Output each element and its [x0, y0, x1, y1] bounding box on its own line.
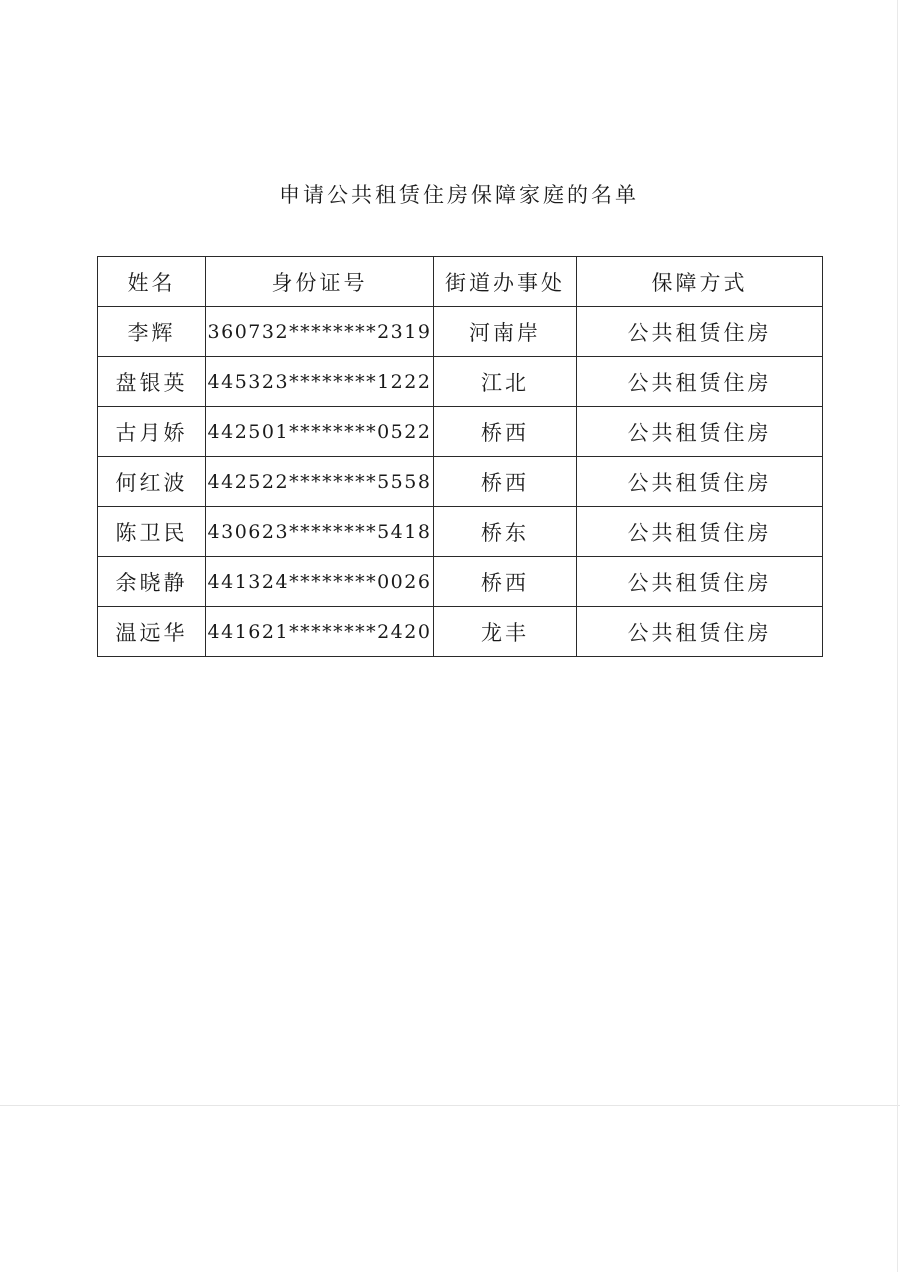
cell-guarantee-method: 公共租赁住房: [577, 407, 823, 457]
cell-name: 温远华: [98, 607, 206, 657]
cell-guarantee-method: 公共租赁住房: [577, 457, 823, 507]
cell-name: 李辉: [98, 307, 206, 357]
cell-street-office: 桥西: [434, 457, 577, 507]
cell-name: 陈卫民: [98, 507, 206, 557]
table-row: [98, 457, 823, 507]
cell-id-number: 442522********5558: [206, 457, 434, 507]
cell-guarantee-method: 公共租赁住房: [577, 607, 823, 657]
cell-id-number: 441621********2420: [206, 607, 434, 657]
cell-name: 古月娇: [98, 407, 206, 457]
cell-id-number: 442501********0522: [206, 407, 434, 457]
cell-street-office: 桥西: [434, 557, 577, 607]
cell-name: 余晓静: [98, 557, 206, 607]
table-row: [98, 407, 823, 457]
cell-id-number: 441324********0026: [206, 557, 434, 607]
scan-edge-line: [0, 1105, 900, 1106]
cell-name: 何红波: [98, 457, 206, 507]
cell-guarantee-method: 公共租赁住房: [577, 357, 823, 407]
table-row: [98, 607, 823, 657]
table-row: [98, 557, 823, 607]
table-row: [98, 307, 823, 357]
column-header-street-office: 街道办事处: [434, 257, 577, 307]
table-row: [98, 357, 823, 407]
cell-street-office: 桥东: [434, 507, 577, 557]
applicant-table: [97, 256, 823, 657]
cell-street-office: 龙丰: [434, 607, 577, 657]
column-header-name: 姓名: [98, 257, 206, 307]
column-header-id-number: 身份证号: [206, 257, 434, 307]
table-row: [98, 507, 823, 557]
cell-street-office: 桥西: [434, 407, 577, 457]
scan-side-edge: [897, 0, 898, 1272]
column-header-guarantee-method: 保障方式: [577, 257, 823, 307]
table-header-row: [98, 257, 823, 307]
cell-id-number: 445323********1222: [206, 357, 434, 407]
cell-id-number: 430623********5418: [206, 507, 434, 557]
cell-guarantee-method: 公共租赁住房: [577, 557, 823, 607]
cell-name: 盘银英: [98, 357, 206, 407]
cell-guarantee-method: 公共租赁住房: [577, 507, 823, 557]
cell-id-number: 360732********2319: [206, 307, 434, 357]
cell-street-office: 江北: [434, 357, 577, 407]
page-title: 申请公共租赁住房保障家庭的名单: [279, 183, 639, 207]
cell-street-office: 河南岸: [434, 307, 577, 357]
cell-guarantee-method: 公共租赁住房: [577, 307, 823, 357]
